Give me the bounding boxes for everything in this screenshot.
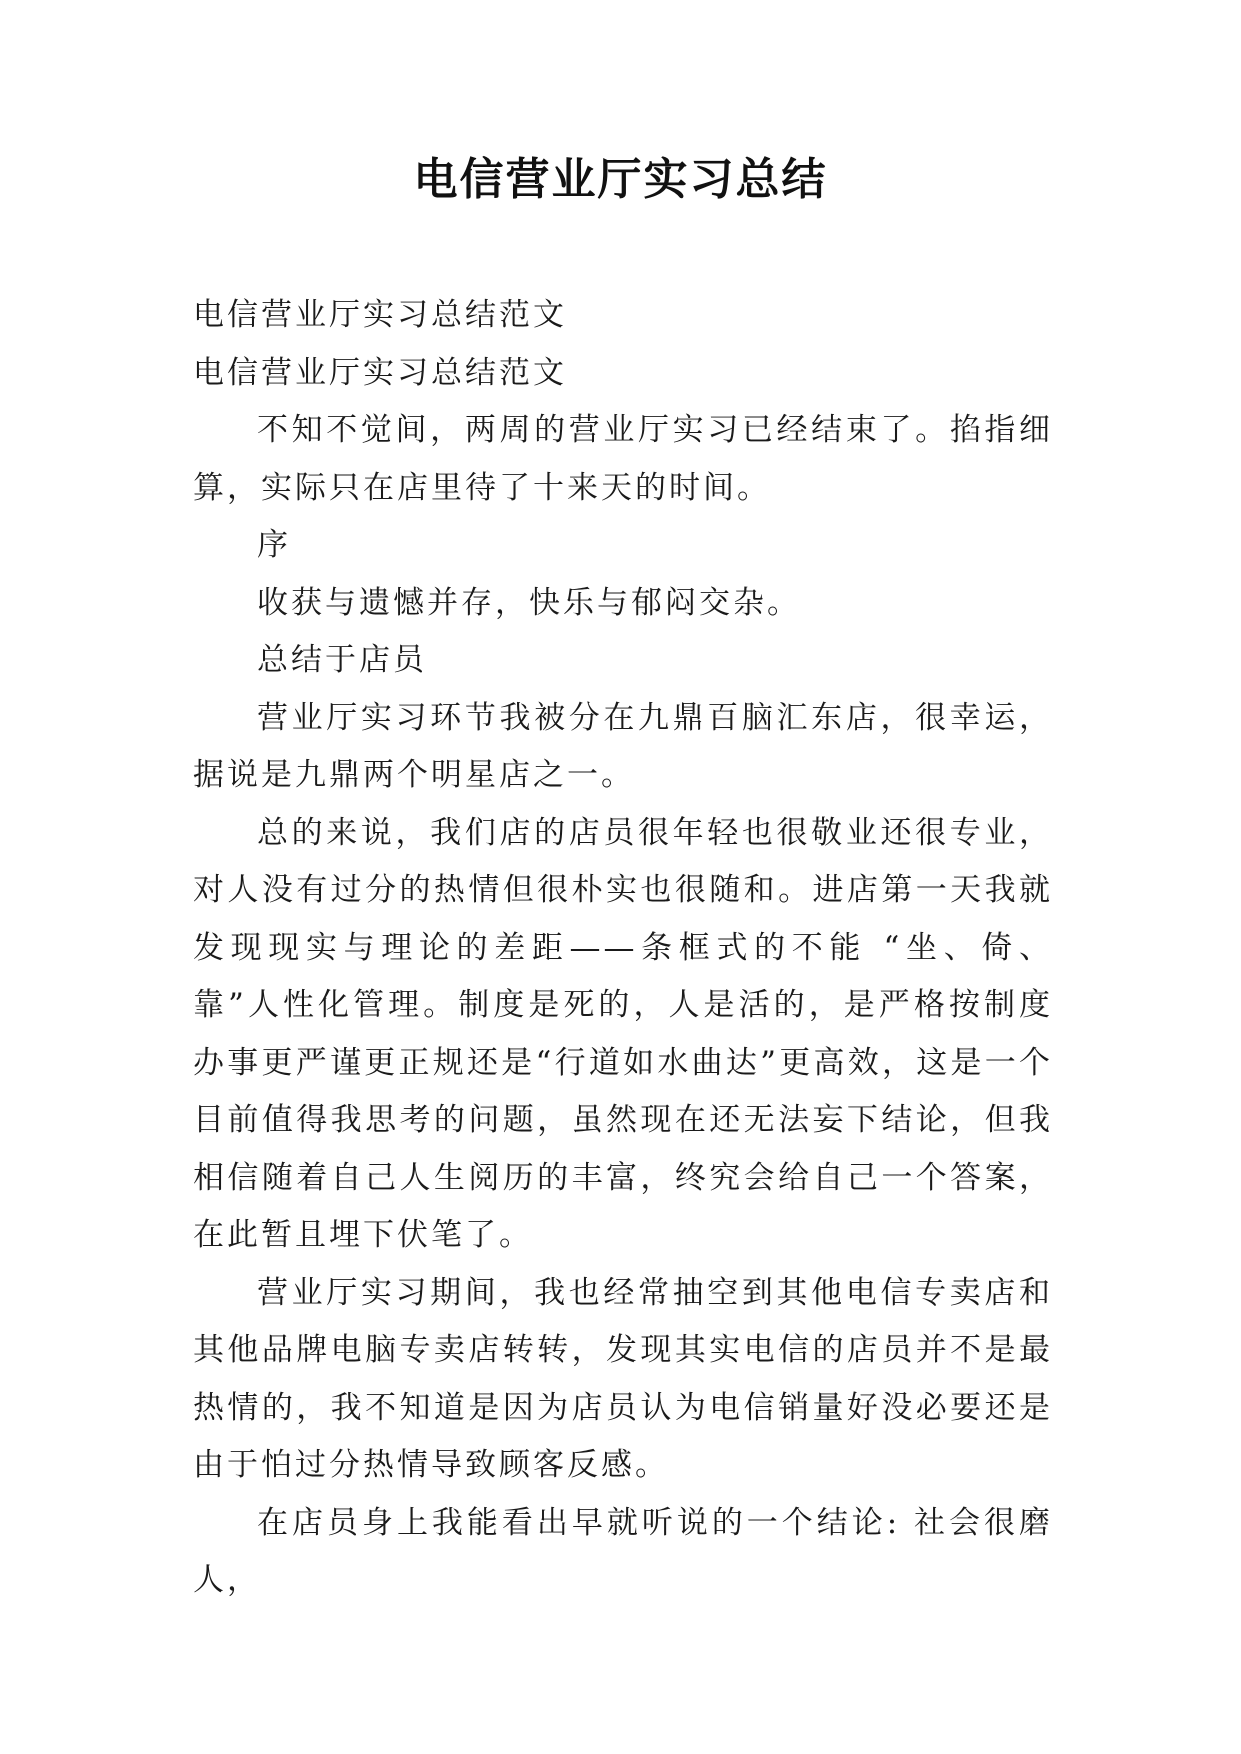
paragraph: 营业厅实习期间，我也经常抽空到其他电信专卖店和其他品牌电脑专卖店转转，发现其实电信的店员并不是最热情的，我不知道是因为店员认为电信销量好没必要还是由于怕过分热情导致顾客反感。 bbox=[193, 1274, 1053, 1483]
paragraph: 不知不觉间，两周的营业厅实习已经结束了。掐指细算，实际只在店里待了十来天的时间。 bbox=[193, 412, 1053, 506]
subtitle-line: 电信营业厅实习总结范文 bbox=[193, 297, 567, 333]
paragraph: 收获与遗憾并存，快乐与郁闷交杂。 bbox=[257, 584, 801, 621]
section-heading: 序 bbox=[257, 527, 291, 563]
document-body bbox=[193, 287, 1053, 1610]
subtitle-line: 电信营业厅实习总结范文 bbox=[193, 354, 567, 391]
document-title: 电信营业厅实习总结 bbox=[413, 154, 828, 205]
section-heading: 总结于店员 bbox=[257, 642, 427, 678]
paragraph: 营业厅实习环节我被分在九鼎百脑汇东店，很幸运，据说是九鼎两个明星店之一。 bbox=[193, 699, 1053, 793]
paragraph: 总的来说，我们店的店员很年轻也很敬业还很专业，对人没有过分的热情但很朴实也很随和。进店第一天我就发现现实与理论的差距——条框式的不能 “坐、倚、靠”人性化管理。制度是死的，人是活的，是严格按制度办事更严谨更正规还是“行道如水曲达”更高效，这是一个目前值得我思考的问题，虽然现在还无法妄下结论，但我相信随着自己人生阅历的丰富，终究会给自己一个答案，在此暂且埋下伏笔了。 bbox=[193, 814, 1053, 1253]
paragraph: 在店员身上我能看出早就听说的一个结论: 社会很磨人， bbox=[193, 1504, 1053, 1598]
